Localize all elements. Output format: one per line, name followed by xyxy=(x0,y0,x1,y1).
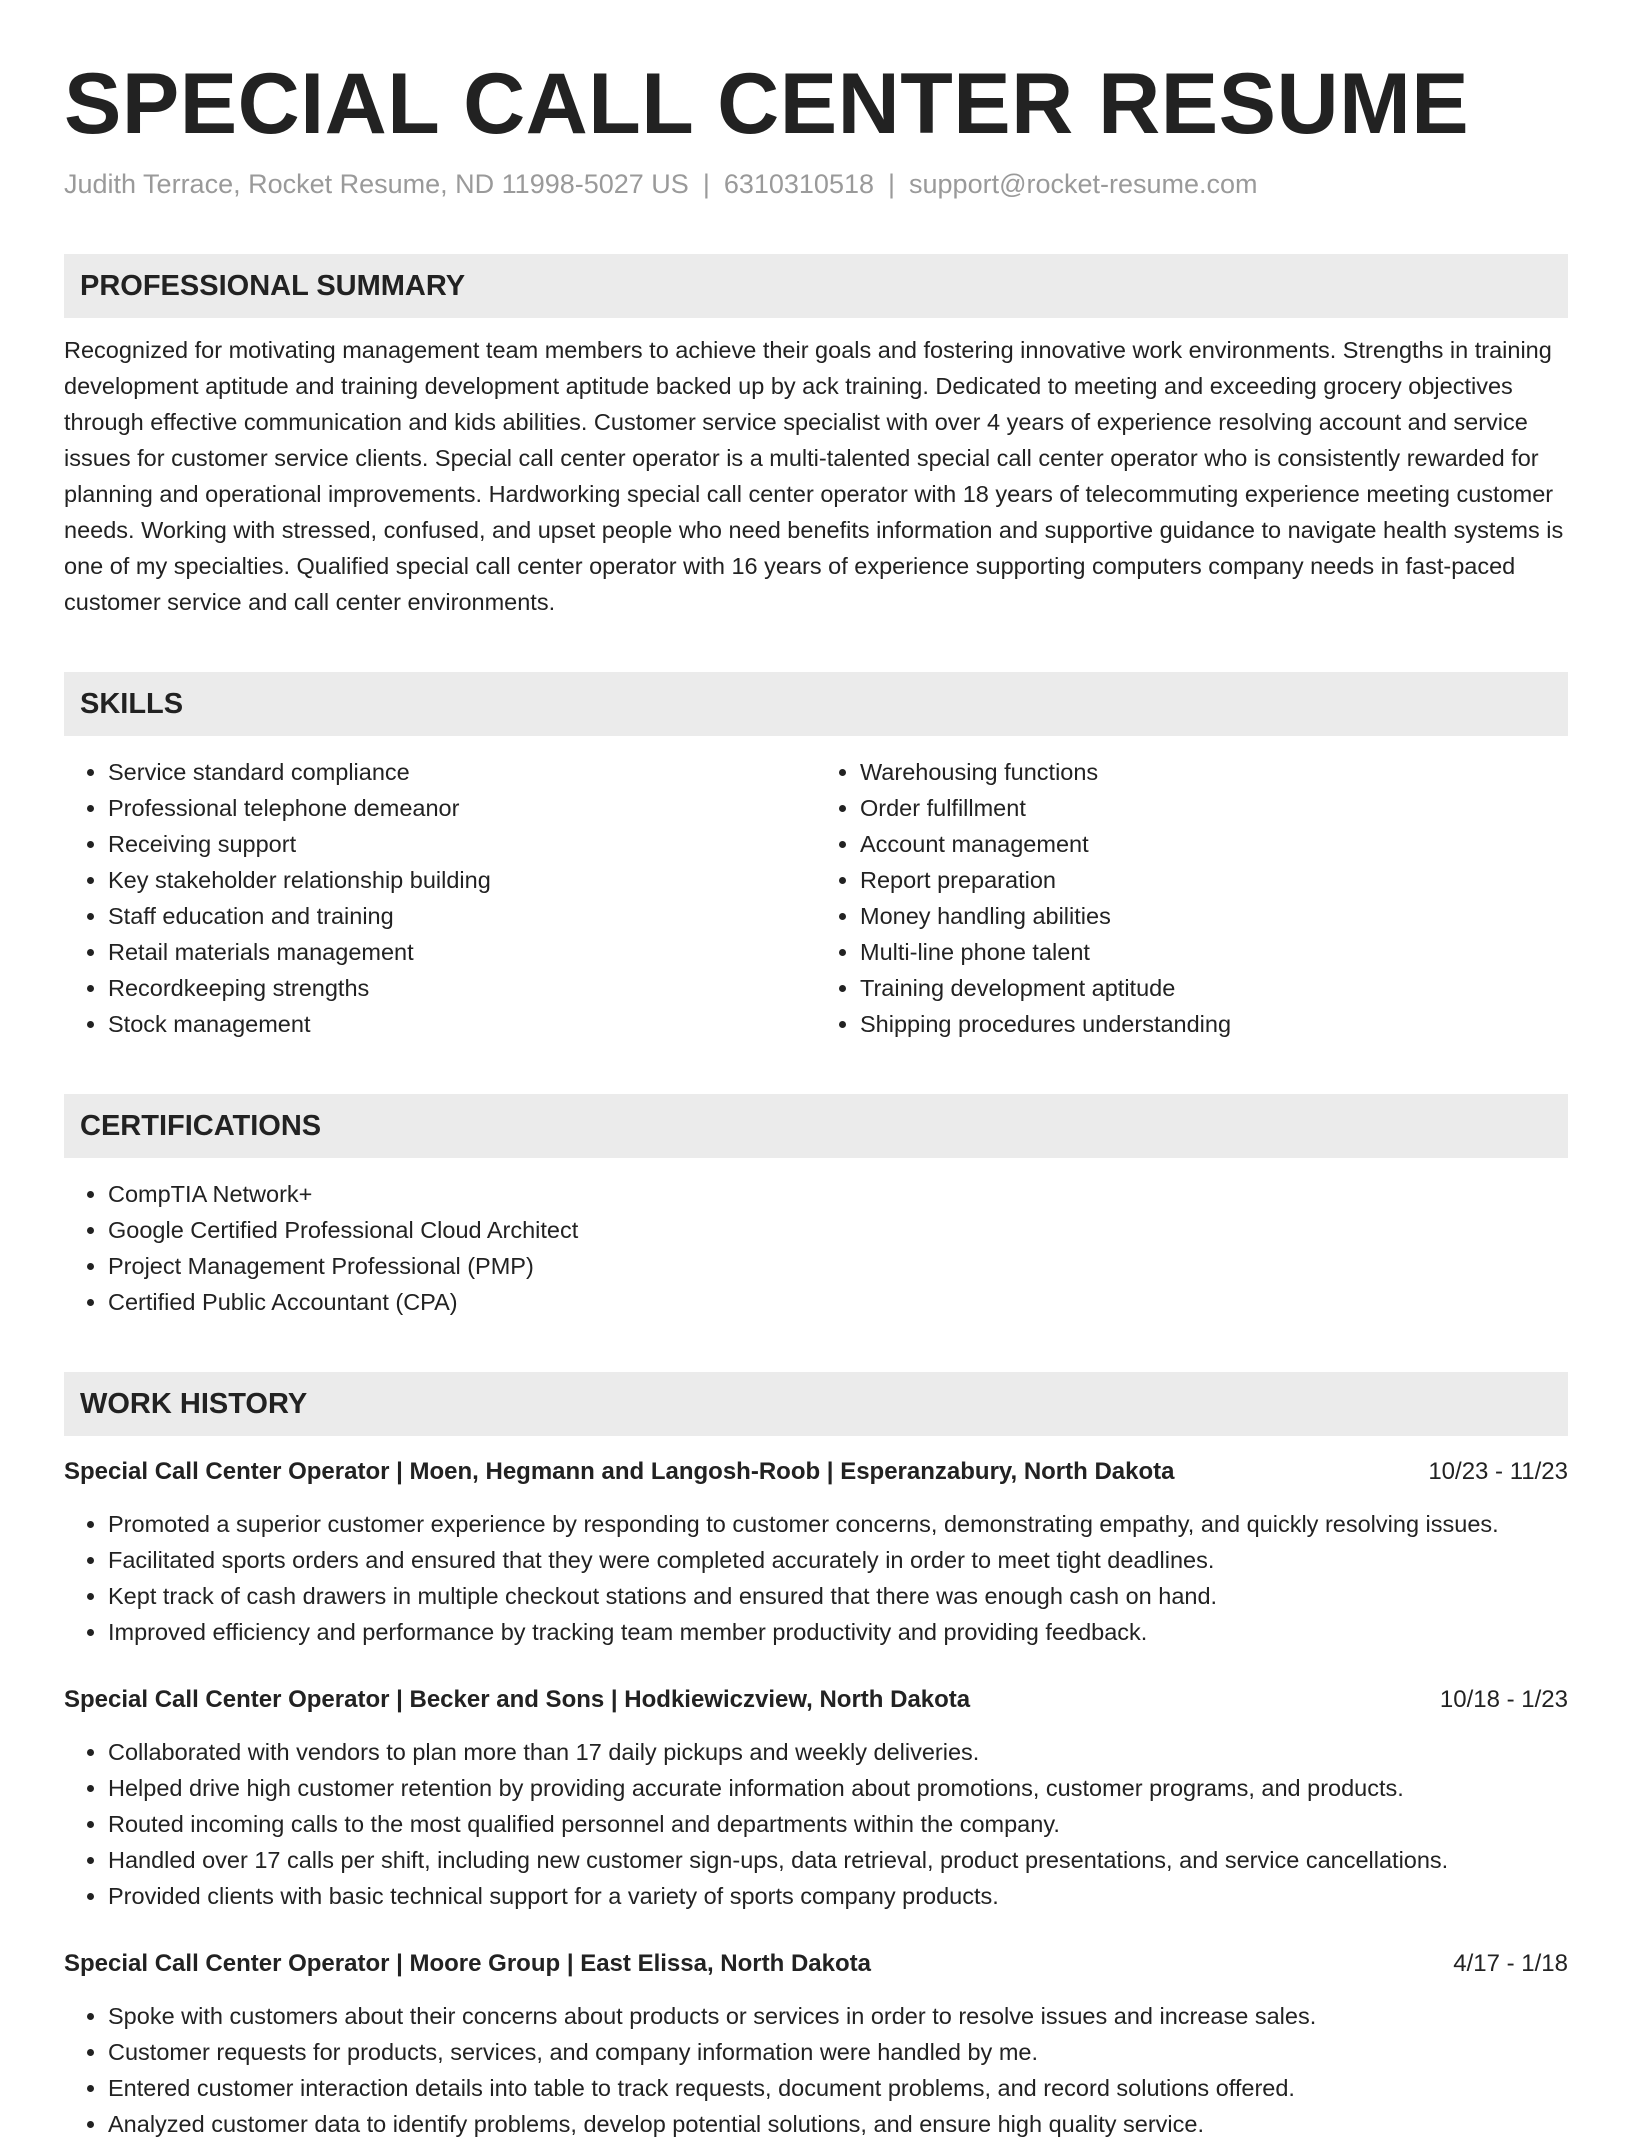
job-dates: 10/18 - 1/23 xyxy=(1439,1686,1568,1713)
section-heading-work-history: WORK HISTORY xyxy=(64,1372,1568,1436)
section-heading-skills: SKILLS xyxy=(64,672,1568,736)
job-bullet: • Kept track of cash drawers in multiple checkout stations and ensured that there was enough cash on hand. xyxy=(108,1578,1568,1614)
skill-item: • Retail materials management xyxy=(108,934,816,970)
job-bullet: • Handled over 17 calls per shift, including new customer sign-ups, data retrieval, product presentations, and service cancellations. xyxy=(108,1842,1568,1878)
skill-item: • Warehousing functions xyxy=(860,754,1568,790)
certification-item: • CompTIA Network+ xyxy=(108,1176,1568,1212)
job-dates: 10/23 - 11/23 xyxy=(1428,1458,1568,1485)
job-entry xyxy=(64,1454,1568,1650)
skill-item: • Shipping procedures understanding xyxy=(860,1006,1568,1042)
skill-item: • Recordkeeping strengths xyxy=(108,970,816,1006)
job-bullet: • Analyzed customer data to identify problems, develop potential solutions, and ensure high quality service. xyxy=(108,2106,1568,2142)
job-header xyxy=(64,1946,1568,1982)
job-bullets xyxy=(64,1506,1568,1650)
summary-text: Recognized for motivating management team members to achieve their goals and fostering innovative work environments. Strengths in training development aptitude and training development aptitude backed up by ack training. Dedicated to meeting and exceeding grocery objectives through effective communication and kids abilities. Customer service specialist with over 4 years of experience resolving account and service issues for customer service clients. Special call center operator is a multi-talented special call center operator who is consistently rewarded for planning and operational improvements. Hardworking special call center operator with 18 years of telecommuting experience meeting customer needs. Working with stressed, confused, and upset people who need benefits information and supportive guidance to navigate health systems is one of my specialties. Qualified special call center operator with 16 years of experience supporting computers company needs in fast-paced customer service and call center environments. xyxy=(64,337,1564,615)
job-bullet: • Promoted a superior customer experience by responding to customer concerns, demonstrating empathy, and quickly resolving issues. xyxy=(108,1506,1568,1542)
skills-list-left xyxy=(64,754,816,1042)
job-bullet: • Routed incoming calls to the most qualified personnel and departments within the company. xyxy=(108,1806,1568,1842)
contact-address: Judith Terrace, Rocket Resume, ND 11998-5027 US xyxy=(64,169,689,199)
job-title: Special Call Center Operator | Moen, Hegmann and Langosh-Roob | Esperanzabury, North Dakota xyxy=(64,1458,1175,1485)
skills-list-right xyxy=(816,754,1568,1042)
job-bullet: • Facilitated sports orders and ensured that they were completed accurately in order to meet tight deadlines. xyxy=(108,1542,1568,1578)
job-entry xyxy=(64,1682,1568,1914)
certification-item: • Certified Public Accountant (CPA) xyxy=(108,1284,1568,1320)
job-title: Special Call Center Operator | Becker and Sons | Hodkiewiczview, North Dakota xyxy=(64,1686,971,1713)
section-heading-summary: PROFESSIONAL SUMMARY xyxy=(64,254,1568,318)
skill-item: • Receiving support xyxy=(108,826,816,862)
job-dates: 4/17 - 1/18 xyxy=(1453,1950,1568,1977)
job-header xyxy=(64,1682,1568,1718)
contact-separator: | xyxy=(888,169,896,199)
contact-line xyxy=(64,166,1568,202)
contact-phone: 6310310518 xyxy=(723,169,874,199)
section-heading-certifications: CERTIFICATIONS xyxy=(64,1094,1568,1158)
skill-item: • Service standard compliance xyxy=(108,754,816,790)
job-bullet: • Improved efficiency and performance by tracking team member productivity and providing feedback. xyxy=(108,1614,1568,1650)
skill-item: • Multi-line phone talent xyxy=(860,934,1568,970)
skill-item: • Staff education and training xyxy=(108,898,816,934)
job-title: Special Call Center Operator | Moore Group | East Elissa, North Dakota xyxy=(64,1950,871,1977)
job-bullet: • Entered customer interaction details into table to track requests, document problems, and record solutions offered. xyxy=(108,2070,1568,2106)
job-bullets xyxy=(64,1734,1568,1914)
skill-item: • Professional telephone demeanor xyxy=(108,790,816,826)
contact-email: support@rocket-resume.com xyxy=(909,169,1258,199)
skill-item: • Account management xyxy=(860,826,1568,862)
skill-item: • Training development aptitude xyxy=(860,970,1568,1006)
job-bullet: • Collaborated with vendors to plan more than 17 daily pickups and weekly deliveries. xyxy=(108,1734,1568,1770)
resume-title: SPECIAL CALL CENTER RESUME xyxy=(64,56,1470,152)
certification-item: • Google Certified Professional Cloud Architect xyxy=(108,1212,1568,1248)
job-bullet: • Helped drive high customer retention by providing accurate information about promotions, customer programs, and products. xyxy=(108,1770,1568,1806)
skill-item: • Stock management xyxy=(108,1006,816,1042)
job-bullet: • Spoke with customers about their concerns about products or services in order to resolve issues and increase sales. xyxy=(108,1998,1568,2034)
job-entry xyxy=(64,1946,1568,2142)
skill-item: • Order fulfillment xyxy=(860,790,1568,826)
skill-item: • Report preparation xyxy=(860,862,1568,898)
job-bullets xyxy=(64,1998,1568,2142)
certification-item: • Project Management Professional (PMP) xyxy=(108,1248,1568,1284)
job-bullet: • Customer requests for products, services, and company information were handled by me. xyxy=(108,2034,1568,2070)
skills-grid xyxy=(64,736,1568,1042)
skill-item: • Key stakeholder relationship building xyxy=(108,862,816,898)
certifications-list xyxy=(64,1176,1568,1320)
contact-separator: | xyxy=(702,169,710,199)
job-bullet: • Provided clients with basic technical support for a variety of sports company products. xyxy=(108,1878,1568,1914)
skill-item: • Money handling abilities xyxy=(860,898,1568,934)
job-header xyxy=(64,1454,1568,1490)
